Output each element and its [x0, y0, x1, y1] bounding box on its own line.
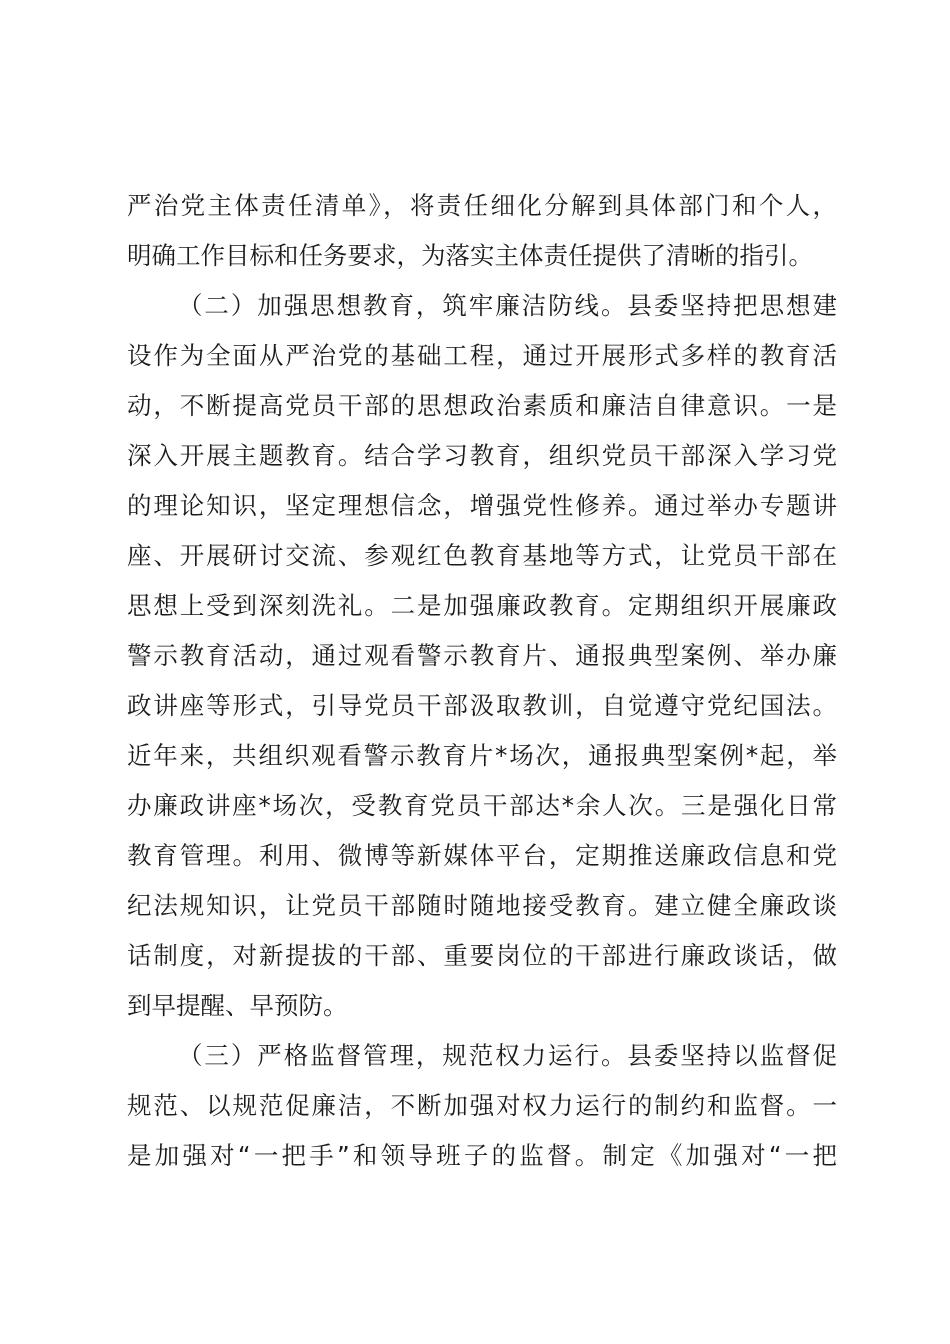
text-line: 设作为全面从严治党的基础工程，通过开展形式多样的教育活 [127, 341, 837, 370]
text-line: 近年来，共组织观看警示教育片*场次，通报典型案例*起，举 [127, 741, 837, 770]
text-line: 警示教育活动，通过观看警示教育片、通报典型案例、举办廉 [127, 641, 837, 670]
text-line: 纪法规知识，让党员干部随时随地接受教育。建立健全廉政谈 [127, 891, 837, 920]
text-line: 明确工作目标和任务要求，为落实主体责任提供了清晰的指引。 [127, 241, 813, 270]
text-line: 话制度，对新提拔的干部、重要岗位的干部进行廉政谈话，做 [127, 941, 837, 970]
text-line: 办廉政讲座*场次，受教育党员干部达*余人次。三是强化日常 [127, 791, 837, 820]
text-line: 政讲座等形式，引导党员干部汲取教训，自觉遵守党纪国法。 [127, 691, 837, 720]
text-line: 严治党主体责任清单》，将责任细化分解到具体部门和个人， [127, 191, 837, 220]
text-line: 深入开展主题教育。结合学习教育，组织党员干部深入学习党 [127, 441, 837, 470]
text-line: 规范、以规范促廉洁，不断加强对权力运行的制约和监督。一 [127, 1091, 837, 1120]
text-line: 座、开展研讨交流、参观红色教育基地等方式，让党员干部在 [127, 541, 837, 570]
section-heading-line: （三）严格监督管理，规范权力运行。县委坚持以监督促 [178, 1041, 837, 1070]
text-line: 是加强对“一把手”和领导班子的监督。制定《加强对“一把 [127, 1141, 837, 1170]
body-text [127, 181, 837, 1181]
text-line: 的理论知识，坚定理想信念，增强党性修养。通过举办专题讲 [127, 491, 837, 520]
text-line: 教育管理。利用、微博等新媒体平台，定期推送廉政信息和党 [127, 841, 837, 870]
text-line: 思想上受到深刻洗礼。二是加强廉政教育。定期组织开展廉政 [127, 591, 837, 620]
text-line: 到早提醒、早预防。 [127, 991, 348, 1020]
section-heading-line: （二）加强思想教育，筑牢廉洁防线。县委坚持把思想建 [178, 291, 837, 320]
text-line: 动，不断提高党员干部的思想政治素质和廉洁自律意识。一是 [127, 391, 837, 420]
